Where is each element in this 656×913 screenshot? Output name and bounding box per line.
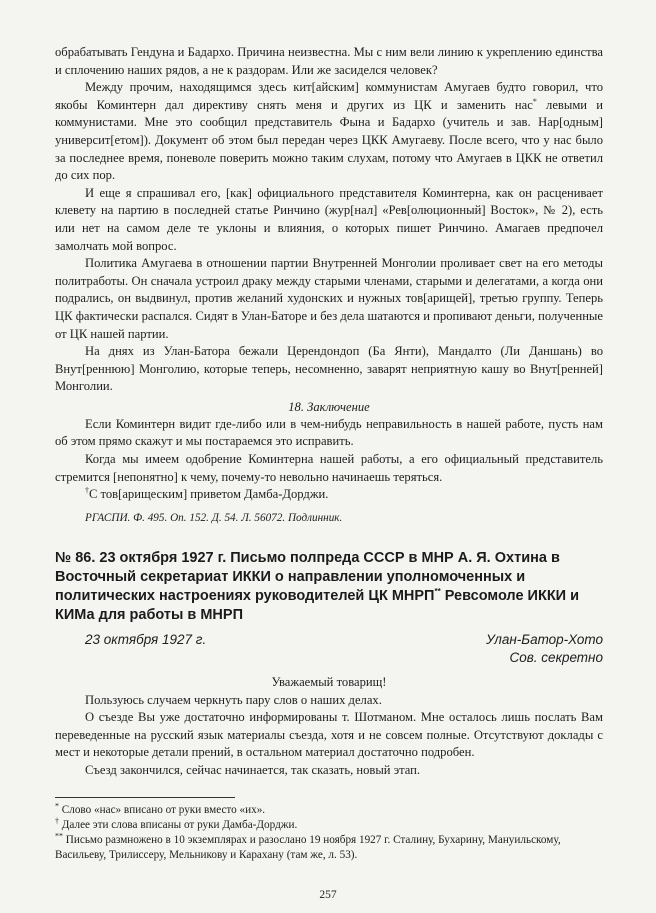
document-place-block (486, 631, 603, 667)
section-title: 18. Заключение (288, 399, 370, 414)
footnote-divider (55, 797, 235, 798)
paragraph: Между прочим, находящимся здесь кит[айским] коммунистам Амугаев будто говорил, что якобы Коминтерн дал директиву снять меня и других из ЦК и заменить нас* левыми и коммунистами. Мне это сообщил представитель Фына и Бадархо (учитель и зав. Нар[одным] университ[етом]). Документ об этом был передан через ЦКК Амугаеву. После всего, что у нас было за последнее время, поневоле поверить можно таким слухам, потому что Амугаев в ЦКК не ответил до сих пор. (55, 80, 603, 183)
letter-greeting: Уважаемый товарищ! (271, 675, 387, 689)
signature-line: †С тов[арищеским] приветом Дамба-Дорджи. (85, 486, 329, 502)
paragraph: О съезде Вы уже достаточно информированы т. Шотманом. Мне осталось лишь послать Вам переведенные на русский язык материалы съезда, хотя и не совсем полные. Отсутствуют доклады с мест и некоторые детали прений, в остальном материал достаточно подробен. (55, 710, 603, 760)
paragraph: Политика Амугаева в отношении партии Внутренней Монголии проливает свет на его методы политработы. Он сначала устроил драку между старыми членами, старыми и делегатами, а когда они подрались, он выдвинул, против желаний худонских и нужных тов[арищей], третью группу. Теперь ЦК фактически распался. Сидят в Улан-Баторе и без дела шатаются и пропивают деньги, полученные от ЦК нашей партии. (55, 256, 603, 341)
page-number: 257 (319, 889, 337, 901)
footnotes (55, 803, 603, 863)
footnote-marker: † (55, 816, 59, 826)
classification-stamp: Сов. секретно (509, 650, 603, 665)
footnote: ** Письмо размножено в 10 экземплярах и разослано 19 ноября 1927 г. Сталину, Бухарину, Мануильскому, Васильеву, Трилиссеру, Мельникову и Карахану (там же, л. 53). (55, 831, 561, 861)
document-place: Улан-Батор-Хото (486, 632, 603, 647)
document-heading: № 86. 23 октября 1927 г. Письмо полпреда СССР в МНР А. Я. Охтина в Восточный секретариат ИККИ о направлении уполномоченных и политических настроениях руководителей ЦК МНРП** Ревсомоле ИККИ и КИМа для работы в МНРП (55, 550, 580, 623)
footnote-marker: ** (55, 831, 63, 841)
paragraph: На днях из Улан-Батора бежали Церендондоп (Ба Янти), Мандалто (Ли Даншань) во Внут[реннюю] Монголию, которые теперь, несомненно, заварят неприятную кашу во Внут[ренней] Монголии. (55, 344, 603, 394)
body-text (55, 44, 603, 526)
footnote-marker: † (85, 486, 89, 496)
paragraph: Если Коминтерн видит где-либо или в чем-нибудь неправильность в нашей работе, пусть нам об этом прямо скажут и мы постараемся это исправить. (55, 416, 603, 449)
document-date: 23 октября 1927 г. (85, 632, 207, 647)
paragraph: Пользуюсь случаем черкнуть пару слов о наших делах. (85, 692, 382, 707)
letter-body (55, 674, 603, 780)
paragraph: обрабатывать Гендуна и Бадархо. Причина неизвестна. Мы с ним вели линию к укреплению единства и сплочению наших рядов, а не к раздорам. Или же засиделся человек? (55, 45, 603, 77)
footnote: † Далее эти слова вписаны от руки Дамба-Дорджи. (55, 816, 298, 831)
footnote: * Слово «нас» вписано от руки вместо «их». (55, 801, 266, 816)
archive-source: РГАСПИ. Ф. 495. Оп. 152. Д. 54. Л. 56072. Подлинник. (85, 511, 343, 524)
paragraph: Когда мы имеем одобрение Коминтерна нашей работы, а его официальный представитель стремится [непонятно] к чему, почему-то невольно начинаешь теряться. (55, 452, 603, 484)
paragraph: И еще я спрашивал его, [как] официального представителя Коминтерна, как он расценивает клевету на партию в последней статье Ринчино (жур[нал] «Рев[олюционный] Восток», № 2), есть или нет на самом деле те уклоны и влияния, о которых пишет Ринчино. Амагаев предпочел замолчать мой вопрос. (55, 185, 603, 253)
footnote-marker: * (532, 96, 537, 106)
footnote-marker: ** (434, 587, 441, 597)
footnote-marker: * (55, 801, 59, 811)
paragraph: Съезд закончился, сейчас начинается, так сказать, новый этап. (85, 762, 421, 777)
